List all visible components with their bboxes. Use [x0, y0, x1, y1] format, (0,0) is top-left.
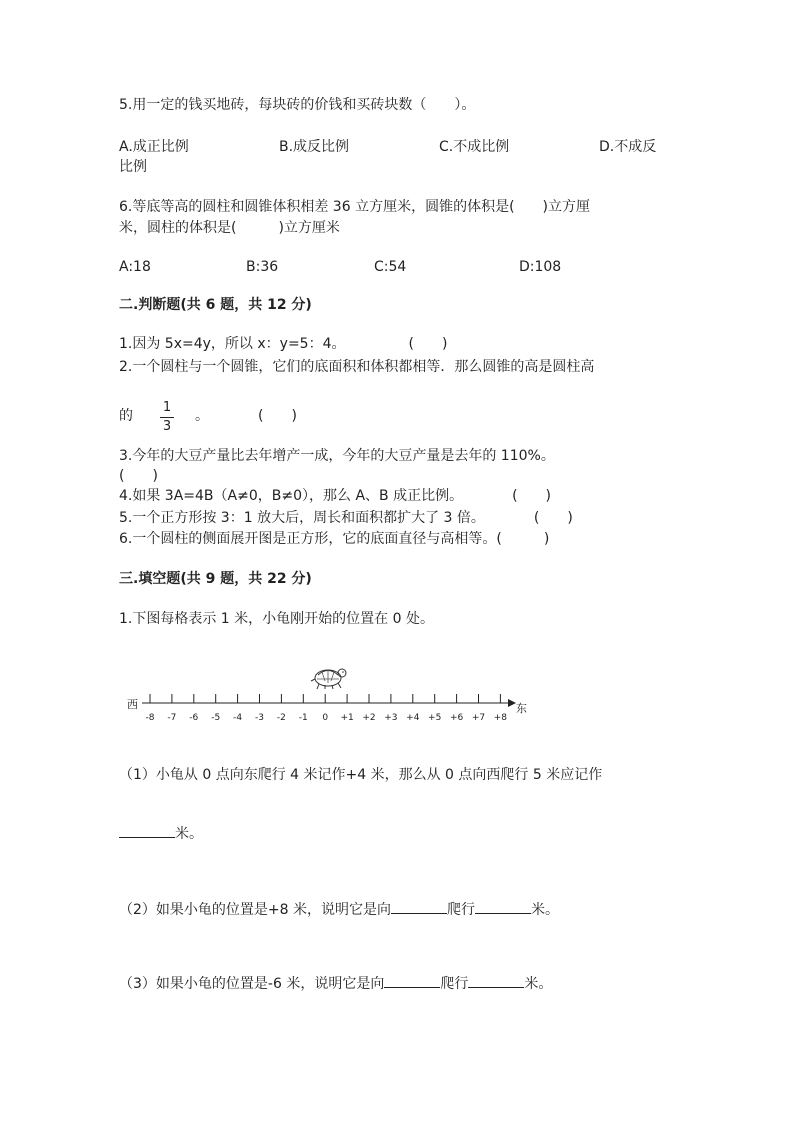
tick-label: 0 — [322, 713, 329, 723]
tick-label: +6 — [449, 713, 464, 723]
sub3-part-a: （3）如果小龟的位置是-6 米，说明它是向 — [119, 976, 385, 992]
q5-option-b: B.成反比例 — [279, 139, 350, 155]
tick-label: -2 — [276, 713, 286, 723]
q6-option-c: C:54 — [374, 259, 407, 275]
q6-option-b: B:36 — [246, 259, 279, 275]
tick-label: +3 — [384, 713, 398, 723]
fill-q1-sub2 — [119, 899, 559, 920]
answer-blank-5[interactable] — [468, 973, 524, 988]
tick-label: +8 — [493, 713, 508, 723]
fill-q1-sub3 — [119, 973, 552, 994]
judge-item-1: 1.因为 5x=4y，所以 x：y=5：4。 ( ) — [119, 336, 448, 352]
sub3-part-b: 爬行 — [440, 976, 469, 992]
tick-label: +1 — [340, 713, 354, 723]
answer-blank-1[interactable] — [119, 823, 175, 838]
fraction-denominator: 3 — [162, 419, 172, 434]
sub2-part-c: 米。 — [531, 902, 559, 918]
answer-blank-3[interactable] — [475, 899, 531, 914]
q6-option-a: A:18 — [119, 259, 151, 275]
q5-option-a: A.成正比例 — [119, 139, 189, 155]
tick-label: -5 — [211, 713, 221, 723]
tick-label: -1 — [298, 713, 308, 723]
judge-item-2-tail-suffix: 。 ( ) — [195, 408, 297, 424]
fraction-one-third — [160, 400, 174, 435]
tick-label: +5 — [428, 713, 442, 723]
q5-option-d-wrap: 比例 — [119, 159, 147, 175]
east-label: 东 — [516, 702, 527, 715]
number-line-arrowhead — [508, 699, 516, 707]
answer-blank-4[interactable] — [384, 973, 440, 988]
number-line-figure — [120, 660, 540, 730]
sub2-part-a: （2）如果小龟的位置是+8 米，说明它是向 — [119, 902, 391, 918]
fraction-numerator: 1 — [160, 400, 174, 418]
answer-blank-2[interactable] — [391, 899, 447, 914]
sub2-part-b: 爬行 — [447, 902, 475, 918]
tick-label: +4 — [406, 713, 420, 723]
turtle-icon — [311, 669, 346, 689]
fill-q1-sub1-line2 — [119, 823, 203, 844]
q5-option-d: D.不成反 — [599, 139, 657, 155]
judge-item-4: 4.如果 3A=4B（A≠0，B≠0），那么 A、B 成正比例。 ( ) — [119, 488, 551, 504]
tick-label: -6 — [189, 713, 199, 723]
fill-q1-sub1-line1: （1）小龟从 0 点向东爬行 4 米记作+4 米，那么从 0 点向西爬行 5 米应记作 — [119, 767, 603, 783]
section-2-title: 二.判断题(共 6 题，共 12 分) — [119, 297, 312, 313]
judge-item-5: 5.一个正方形按 3：1 放大后，周长和面积都扩大了 3 倍。 ( ) — [119, 510, 573, 526]
q6-option-d: D:108 — [519, 259, 562, 275]
q5-option-c: C.不成比例 — [439, 139, 510, 155]
west-label: 西 — [127, 698, 138, 711]
judge-item-3: 3.今年的大豆产量比去年增产一成，今年的大豆产量是去年的 110%。 — [119, 448, 555, 464]
tick-label: -8 — [145, 713, 155, 723]
judge-item-2-tail-prefix: 的 — [119, 408, 133, 424]
tick-label: -3 — [255, 713, 264, 723]
question-6-stem-line1: 6.等底等高的圆柱和圆锥体积相差 36 立方厘米，圆锥的体积是( )立方厘 — [119, 199, 590, 215]
sub3-part-c: 米。 — [524, 976, 553, 992]
sub1-suffix: 米。 — [175, 826, 203, 842]
judge-item-6: 6.一个圆柱的侧面展开图是正方形，它的底面直径与高相等。( ) — [119, 531, 550, 547]
tick-label: +2 — [362, 713, 376, 723]
question-5-stem: 5.用一定的钱买地砖，每块砖的价钱和买砖块数（ ）。 — [119, 97, 476, 113]
question-6-stem-line2: 米，圆柱的体积是( )立方厘米 — [119, 220, 340, 236]
section-3-title: 三.填空题(共 9 题，共 22 分) — [119, 571, 312, 587]
judge-item-3-tail: ( ) — [119, 468, 158, 484]
tick-label: -7 — [167, 713, 177, 723]
tick-label: +7 — [471, 713, 486, 723]
fill-q1-stem: 1.下图每格表示 1 米，小龟刚开始的位置在 0 处。 — [119, 611, 434, 627]
tick-label: -4 — [233, 713, 243, 723]
judge-item-2: 2.一个圆柱与一个圆锥，它们的底面积和体积都相等．那么圆锥的高是圆柱高 — [119, 359, 595, 375]
